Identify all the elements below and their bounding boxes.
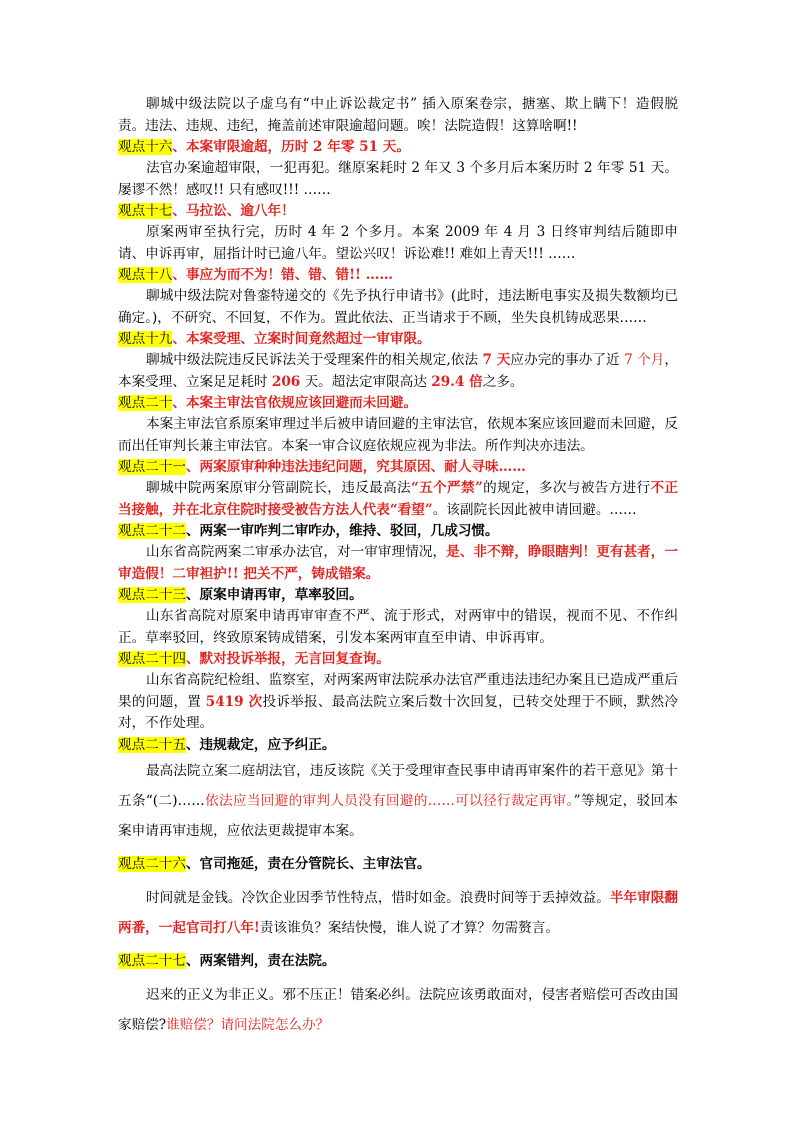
- p21-text-a: 聊城中院两案原审分管副院长，违反最高法: [146, 480, 411, 496]
- p25-text-c: ”等规定，驳回本案申请再审违规，应依法更裁提审本案。: [118, 792, 679, 839]
- p21-text-f: 。该副院长因此被申请回避。……: [432, 501, 637, 518]
- paragraph-16: 法官办案逾超审限，一犯再犯。继原案耗时 2 年又 3 个多月后本案历时 2 年零 51 天。屡谬不然！感叹!! 只有感叹!!! ……: [118, 160, 678, 198]
- p19-text-a: 聊城中级法院违反民诉法关于受理案件的相关规定,依法: [146, 352, 483, 368]
- heading-21-title: 、两案原审种种违法违纪问题，究其原因、耐人寻味……: [185, 459, 526, 475]
- heading-22: [118, 521, 678, 542]
- heading-27: [118, 951, 678, 972]
- p22-red-text: 是、非不辩，睁眼瞎判！更有甚者，一审造假！二审袒护!! 把关不严，铸成错案。: [118, 544, 679, 582]
- p25-text-a: 最高法院立案二庭胡法官，违反该院《关于受理审查民事申请再审案件的若干意见》第十五条“(二)……: [118, 762, 678, 809]
- p22-text-a: 山东省高院两案二审承办法官，对一审审理情况，: [146, 544, 447, 560]
- heading-22-title: 、两案一审咋判二审咋办，维持、驳回，几成习惯。: [185, 523, 499, 539]
- p19-months: 7 个月: [624, 352, 665, 368]
- heading-27-title: 、两案错判，责在法院。: [185, 952, 336, 969]
- heading-25-title: 、违规裁定，应予纠正。: [185, 736, 336, 753]
- heading-23: [118, 585, 678, 606]
- heading-27-label: 观点二十七: [118, 952, 186, 969]
- heading-17-label: 观点十七: [118, 203, 173, 219]
- p21-quote-1: “五个严禁”: [410, 480, 483, 496]
- heading-21: [118, 457, 678, 478]
- heading-17-title: 、马拉讼、逾八年！: [172, 203, 295, 219]
- paragraph-25: [118, 756, 678, 846]
- heading-26-label: 观点二十六: [118, 855, 186, 872]
- p26-red-text: 半年审限翻两番，一起官司打八年!: [118, 889, 679, 936]
- p24-text-a: 山东省高院纪检组、监察室，对两案两审法院承办法官严重违法违纪办案且已造成严重后果的问题，置: [118, 672, 678, 710]
- heading-19-label: 观点十九: [118, 331, 173, 347]
- heading-23-title: 、原案申请再审，草率驳回。: [185, 587, 363, 603]
- paragraph-21: [118, 478, 678, 521]
- heading-19: [118, 329, 678, 350]
- heading-24: [118, 649, 678, 670]
- paragraph-18: 聊城中级法院对鲁銮特递交的《先予执行申请书》(此时，违法断电事实及损失数额均已确定。)，不研究、不回复，不作为。置此依法、正当请求于不顾，坐失良机铸成恶果……: [118, 288, 678, 326]
- heading-26-title: 、官司拖延，责在分管院长、主审法官。: [185, 855, 431, 872]
- heading-25: [118, 735, 678, 756]
- paragraph-22: [118, 542, 678, 585]
- heading-18: [118, 265, 678, 286]
- p19-text-g: 天。超法定审限高达: [300, 373, 432, 390]
- heading-16-label: 观点十六: [118, 139, 173, 155]
- p21-quote-2: “看望”: [389, 501, 433, 518]
- heading-24-label: 观点二十四: [118, 651, 186, 667]
- p24-count: 5419 次: [205, 693, 263, 710]
- p26-text-a: 时间就是金钱。冷饮企业因季节性特点，惜时如金。浪费时间等于丢掉效益。: [146, 889, 610, 906]
- paragraph-20: 本案主审法官系原案审理过半后被申请回避的主审法官，依规本案应该回避而未回避，反而出任审判长兼主审法官。本案一审合议庭依规应视为非法。所作判决亦违法。: [118, 416, 678, 454]
- paragraph-17: 原案两审至执行完，历时 4 年 2 个多月。本案 2009 年 4 月 3 日终审判结后随即申请、申诉再审，屈指计时已逾八年。望讼兴叹！诉讼难!! 难如上青天!!! ……: [118, 224, 678, 262]
- p25-quote: 依法应当回避的审判人员没有回避的……可以径行裁定再审。: [204, 792, 574, 809]
- heading-19-title: 、本案受理、立案时间竟然超过一审审限。: [172, 331, 431, 347]
- paragraph-27: [118, 980, 678, 1040]
- p19-days: 7 天: [482, 352, 511, 368]
- heading-20: [118, 393, 678, 414]
- p27-text-a: 迟来的正义为非正义。邪不压正！错案必纠。法院应该勇敢面对，侵害者赔偿可否改由国家赔偿?: [118, 986, 678, 1033]
- p19-multiple: 29.4 倍: [431, 373, 483, 390]
- paragraph-intro: 聊城中级法院以子虚乌有“中止诉讼裁定书” 插入原案卷宗，搪塞、欺上瞒下！造假脱责。违法、违规、违纪，掩盖前述审限逾超问题。唉！法院造假！这算啥啊!!: [118, 96, 678, 134]
- p19-text-i: 之多。: [482, 373, 524, 390]
- heading-18-label: 观点十八: [118, 267, 173, 283]
- heading-17: [118, 201, 678, 222]
- paragraph-23: 山东省高院对原案申请再审审查不严、流于形式，对两审中的错误，视而不见、不作纠正。草率驳回，终致原案铸成错案，引发本案两审直至申请、申诉再审。: [118, 608, 678, 646]
- document-page: [118, 94, 678, 1040]
- heading-16-title: 、本案审限逾超，历时 2 年零 51 天。: [172, 139, 410, 155]
- heading-16: [118, 137, 678, 158]
- heading-21-label: 观点二十一: [118, 459, 186, 475]
- paragraph-26: [118, 883, 678, 943]
- p19-text-e: ，本案受理、立案足足耗时: [118, 352, 678, 390]
- p21-red-text: 不正当接触，并在北京住院时接受被告方法人代表: [118, 480, 679, 518]
- p24-text-c: 投诉举报、最高法院立案后数十次回复，已转交处理于不顾，默然冷对，不作处理。: [118, 693, 678, 731]
- heading-20-title: 、本案主审法官依规应该回避而未回避。: [172, 395, 418, 411]
- p26-text-c: 责该谁负？案结快慢，谁人说了才算？勿需赘言。: [259, 919, 559, 936]
- heading-25-label: 观点二十五: [118, 736, 186, 753]
- heading-24-title: 、默对投诉举报，无言回复查询。: [185, 651, 390, 667]
- p19-total-days: 206: [271, 373, 301, 390]
- p27-red-text: 谁赔偿？请问法院怎么办？: [166, 1016, 330, 1033]
- heading-26: [118, 854, 678, 875]
- heading-20-label: 观点二十: [118, 395, 173, 411]
- p21-text-c: 的规定，多次与被告方进行: [482, 480, 651, 496]
- heading-18-title: 、事应为而不为！错、错、错!! ……: [172, 267, 393, 283]
- p19-text-c: 应办完的事办了近: [510, 352, 625, 368]
- paragraph-19: [118, 350, 678, 393]
- heading-23-label: 观点二十三: [118, 587, 186, 603]
- paragraph-24: [118, 670, 678, 735]
- heading-22-label: 观点二十二: [118, 523, 186, 539]
